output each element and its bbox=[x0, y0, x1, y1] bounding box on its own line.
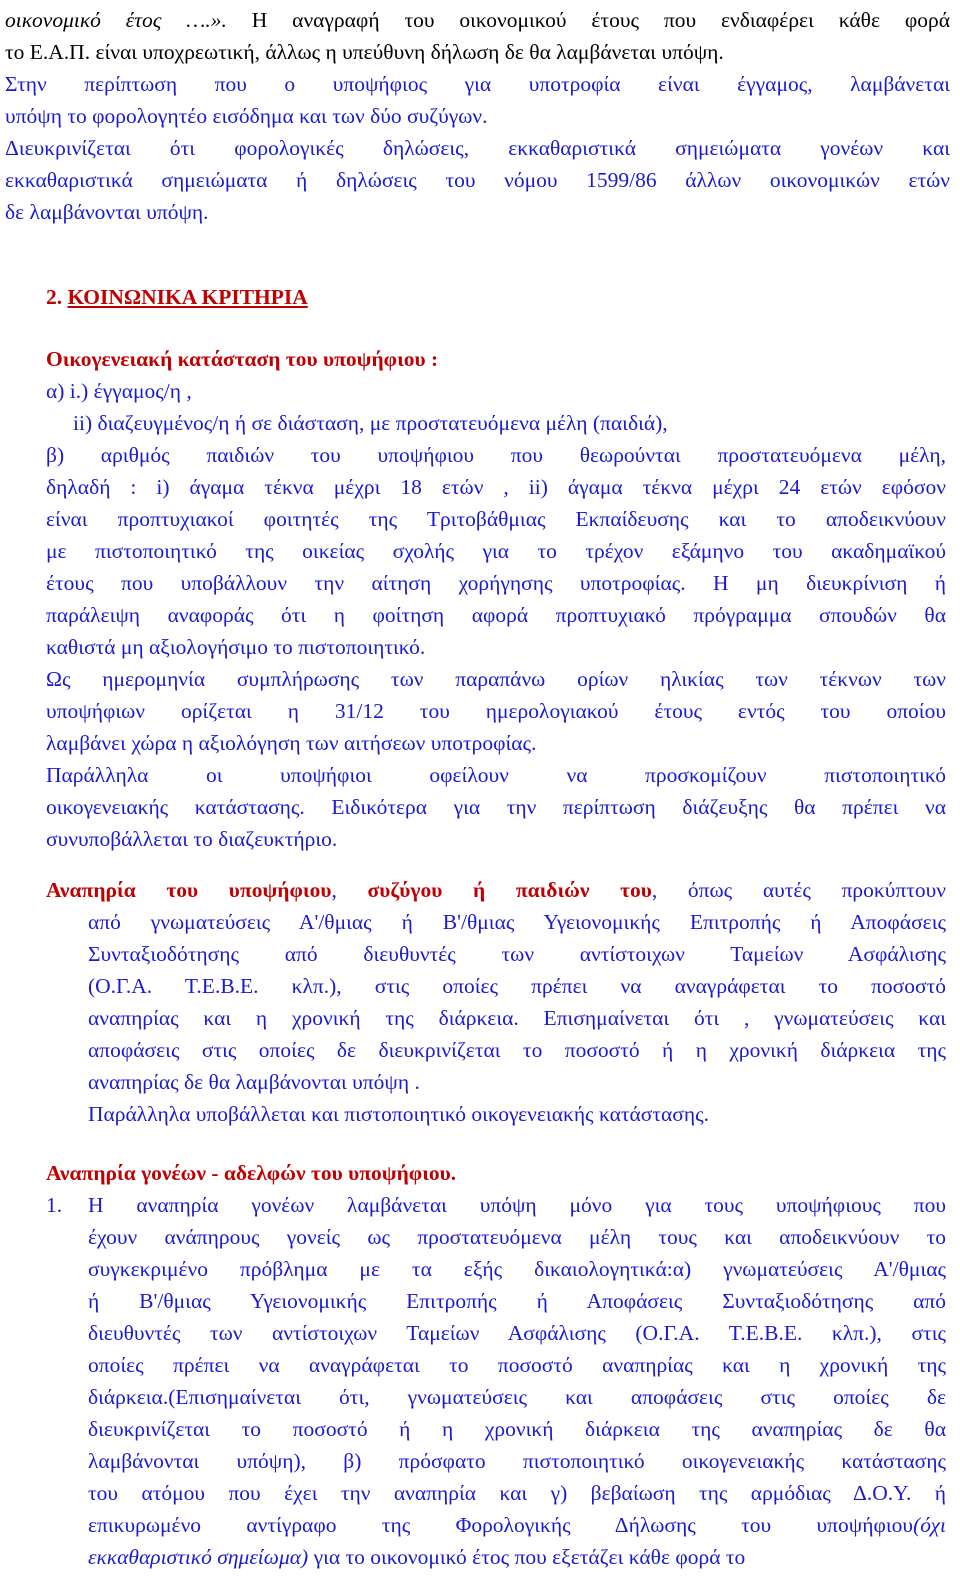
family-dates-line: Ως ημερομηνία συμπλήρωσης των παραπάνω ορίων ηλικίας των τέκνων των bbox=[46, 667, 946, 691]
disability-extra: Παράλληλα υποβάλλεται και πιστοποιητικό οικογενειακής κατάστασης. bbox=[88, 1102, 709, 1126]
family-parallel-line: συνυποβάλλεται το διαζευκτήριο. bbox=[46, 827, 338, 851]
disability-block bbox=[46, 874, 946, 906]
intro-line-7: δε λαμβάνονται υπόψη. bbox=[5, 200, 209, 224]
family-parallel-line: Παράλληλα οι υποψήφιοι οφείλουν να προσκομίζουν πιστοποιητικό bbox=[46, 763, 946, 787]
intro-line-1: οικονομικό έτος ….». Η αναγραφή του οικονομικού έτους που ενδιαφέρει κάθε φορά bbox=[5, 8, 950, 32]
parents-item-first bbox=[46, 1189, 946, 1221]
parents-line: διευκρινίζεται το ποσοστό ή η χρονική διάρκεια της αναπηρίας δε θα bbox=[88, 1417, 946, 1441]
section-heading bbox=[46, 281, 946, 313]
parents-line: οποίες πρέπει να αναγράφεται το ποσοστό αναπηρίας και η χρονική της bbox=[88, 1353, 946, 1377]
parents-line: του ατόμου που έχει την αναπηρία και γ) βεβαίωση της αρμόδιας Δ.Ο.Υ. ή bbox=[88, 1481, 946, 1505]
parents-first-line: 1. Η αναπηρία γονέων λαμβάνεται υπόψη μόνο για τους υποψήφιους που bbox=[46, 1193, 946, 1217]
disability-line: από γνωματεύσεις Α'/θμιας ή Β'/θμιας Υγειονομικής Επιτροπής ή Αποφάσεις bbox=[88, 910, 946, 934]
family-item-a: α) i.) έγγαμος/η , bbox=[46, 379, 192, 403]
family-line: καθιστά μη αξιολογήσιμο το πιστοποιητικό. bbox=[46, 635, 426, 659]
intro-line-5: Διευκρινίζεται ότι φορολογικές δηλώσεις, εκκαθαριστικά σημειώματα γονέων και bbox=[5, 136, 950, 160]
parents-line: λαμβάνονται υπόψη), β) πρόσφατο πιστοποιητικό οικογενειακής κατάστασης bbox=[88, 1449, 946, 1473]
parents-line: διευθυντές των αντίστοιχων Ταμείων Ασφάλισης (Ο.Γ.Α. Τ.Ε.Β.Ε. κλπ.), στις bbox=[88, 1321, 946, 1345]
intro-line-3: Στην περίπτωση που ο υποψήφιος για υποτροφία είναι έγγαμος, λαμβάνεται bbox=[5, 72, 950, 96]
family-dates-line: λαμβάνει χώρα η αξιολόγηση των αιτήσεων υποτροφίας. bbox=[46, 731, 537, 755]
intro-line-4: υπόψη το φορολογητέο εισόδημα και των δύο συζύγων. bbox=[5, 104, 488, 128]
family-parallel-line: οικογενειακής κατάστασης. Ειδικότερα για την περίπτωση διάζευξης θα πρέπει να bbox=[46, 795, 946, 819]
family-heading: Οικογενειακή κατάσταση του υποψήφιου : bbox=[46, 347, 439, 371]
family-item-a-ii: ii) διαζευγμένος/η ή σε διάσταση, με προστατευόμενα μέλη (παιδιά), bbox=[73, 411, 668, 435]
parents-heading-block bbox=[46, 1157, 946, 1189]
disability-heading: Αναπηρία του υποψήφιου, συζύγου ή παιδιών του, όπως αυτές προκύπτουν bbox=[46, 878, 946, 902]
family-line: β) αριθμός παιδιών του υποψήφιου που θεωρούνται προστατευόμενα μέλη, bbox=[46, 443, 946, 467]
disability-line: Συνταξιοδότησης από διευθυντές των αντίστοιχων Ταμείων Ασφάλισης bbox=[88, 942, 946, 966]
intro-paragraph bbox=[5, 4, 950, 228]
parents-line: έχουν ανάπηρους γονείς ως προστατευόμενα μέλη τους και αποδεικνύουν το bbox=[88, 1225, 946, 1249]
parents-line: εκκαθαριστικό σημείωμα) για το οικονομικό έτος που εξετάζει κάθε φορά το bbox=[88, 1545, 746, 1569]
parents-body bbox=[88, 1221, 946, 1573]
intro-line-2: το Ε.Α.Π. είναι υποχρεωτική, άλλως η υπεύθυνη δήλωση δε θα λαμβάνεται υπόψη. bbox=[5, 40, 724, 64]
family-status-block bbox=[46, 343, 946, 855]
family-line: είναι προπτυχιακοί φοιτητές της Τριτοβάθμιας Εκπαίδευσης και το αποδεικνύουν bbox=[46, 507, 946, 531]
parents-heading: Αναπηρία γονέων - αδελφών του υποψήφιου. bbox=[46, 1161, 457, 1185]
parents-line: διάρκεια.(Επισημαίνεται ότι, γνωματεύσεις και αποφάσεις στις οποίες δε bbox=[88, 1385, 946, 1409]
parents-line: επικυρωμένο αντίγραφο της Φορολογικής Δήλωσης του υποψήφιου(όχι bbox=[88, 1513, 946, 1537]
section-title: ΚΟΙΝΩΝΙΚΑ ΚΡΙΤΗΡΙΑ bbox=[67, 285, 308, 309]
parents-line: συγκεκριμένο πρόβλημα με τα εξής δικαιολογητικά:α) γνωματεύσεις Α'/θμιας bbox=[88, 1257, 946, 1281]
disability-line: αναπηρίας και η χρονική της διάρκεια. Επισημαίνεται ότι , γνωματεύσεις και bbox=[88, 1006, 946, 1030]
intro-line-6: εκκαθαριστικά σημειώματα ή δηλώσεις του νόμου 1599/86 άλλων οικονομικών ετών bbox=[5, 168, 950, 192]
family-dates-line: υποψήφιων ορίζεται η 31/12 του ημερολογιακού έτους εντός του οποίου bbox=[46, 699, 946, 723]
family-line: με πιστοποιητικό της οικείας σχολής για το τρέχον εξάμηνο του ακαδημαϊκού bbox=[46, 539, 946, 563]
family-line: έτους που υποβάλλουν την αίτηση χορήγησης υποτροφίας. Η μη διευκρίνιση ή bbox=[46, 571, 946, 595]
family-line: δηλαδή : i) άγαμα τέκνα μέχρι 18 ετών , ii) άγαμα τέκνα μέχρι 24 ετών εφόσον bbox=[46, 475, 946, 499]
family-line: παράλειψη αναφοράς ότι η φοίτηση αφορά προπτυχιακό πρόγραμμα σπουδών θα bbox=[46, 603, 946, 627]
disability-line: αποφάσεις στις οποίες δε διευκρινίζεται το ποσοστό ή η χρονική διάρκεια της bbox=[88, 1038, 946, 1062]
disability-line: αναπηρίας δε θα λαμβάνονται υπόψη . bbox=[88, 1070, 420, 1094]
disability-line: (Ο.Γ.Α. Τ.Ε.Β.Ε. κλπ.), στις οποίες πρέπει να αναγράφεται το ποσοστό bbox=[88, 974, 946, 998]
section-number: 2. bbox=[46, 285, 63, 309]
disability-body bbox=[88, 906, 946, 1130]
parents-line: ή Β'/θμιας Υγειονομικής Επιτροπής ή Αποφάσεις Συνταξιοδότησης από bbox=[88, 1289, 946, 1313]
